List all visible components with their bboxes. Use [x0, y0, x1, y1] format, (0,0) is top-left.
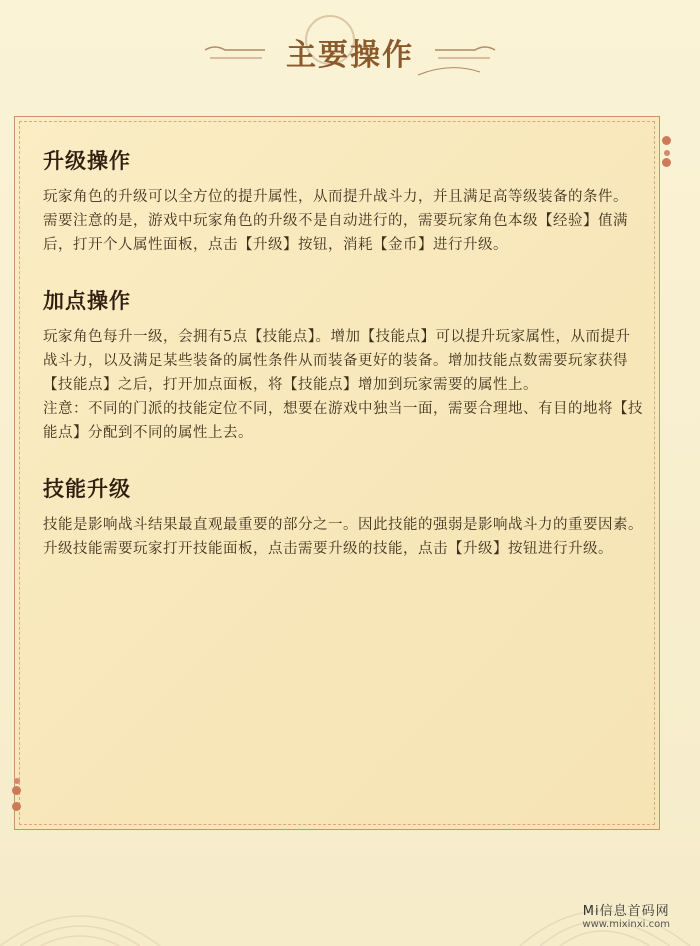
dot-ornament-icon [662, 158, 671, 167]
section-paragraph: 升级技能需要玩家打开技能面板，点击需要升级的技能，点击【升级】按钮进行升级。 [43, 541, 613, 557]
dot-ornament-icon [14, 778, 20, 784]
section-paragraph: 玩家角色的升级可以全方位的提升属性，从而提升战斗力，并且满足高等级装备的条件。 [43, 189, 628, 205]
section-title: 加点操作 [43, 288, 131, 313]
content-body [43, 145, 643, 589]
section-paragraph: 技能是影响战斗结果最直观最重要的部分之一。因此技能的强弱是影响战斗力的重要因素。 [43, 517, 643, 533]
section-paragraph: 需要注意的是，游戏中玩家角色的升级不是自动进行的，需要玩家角色本级【经验】值满后，打开个人属性面板，点击【升级】按钮，消耗【金币】进行升级。 [43, 213, 628, 253]
site-watermark [582, 900, 670, 930]
dot-ornament-icon [664, 150, 670, 156]
dot-ornament-icon [662, 136, 671, 145]
content-panel [14, 116, 660, 830]
section-skill-upgrade [43, 473, 643, 561]
section-paragraph: 玩家角色每升一级，会拥有5点【技能点】。增加【技能点】可以提升玩家属性，从而提升战斗力，以及满足某些装备的属性条件从而装备更好的装备。增加技能点数需要玩家获得【技能点】之后，打开加点面板，将【技能点】增加到玩家需要的属性上。 [43, 329, 631, 393]
section-title: 技能升级 [43, 476, 131, 501]
section-title: 升级操作 [43, 148, 131, 173]
page-title: 主要操作 [286, 38, 414, 73]
section-upgrade [43, 145, 643, 257]
watermark-url: www.mixinxi.com [582, 919, 670, 930]
dot-ornament-icon [12, 802, 21, 811]
watermark-name: Mi信息首码网 [582, 904, 670, 919]
section-paragraph: 注意：不同的门派的技能定位不同，想要在游戏中独当一面，需要合理地、有目的地将【技能点】分配到不同的属性上去。 [43, 401, 643, 441]
dot-ornament-icon [12, 786, 21, 795]
section-add-points [43, 285, 643, 445]
page-header [0, 0, 700, 100]
